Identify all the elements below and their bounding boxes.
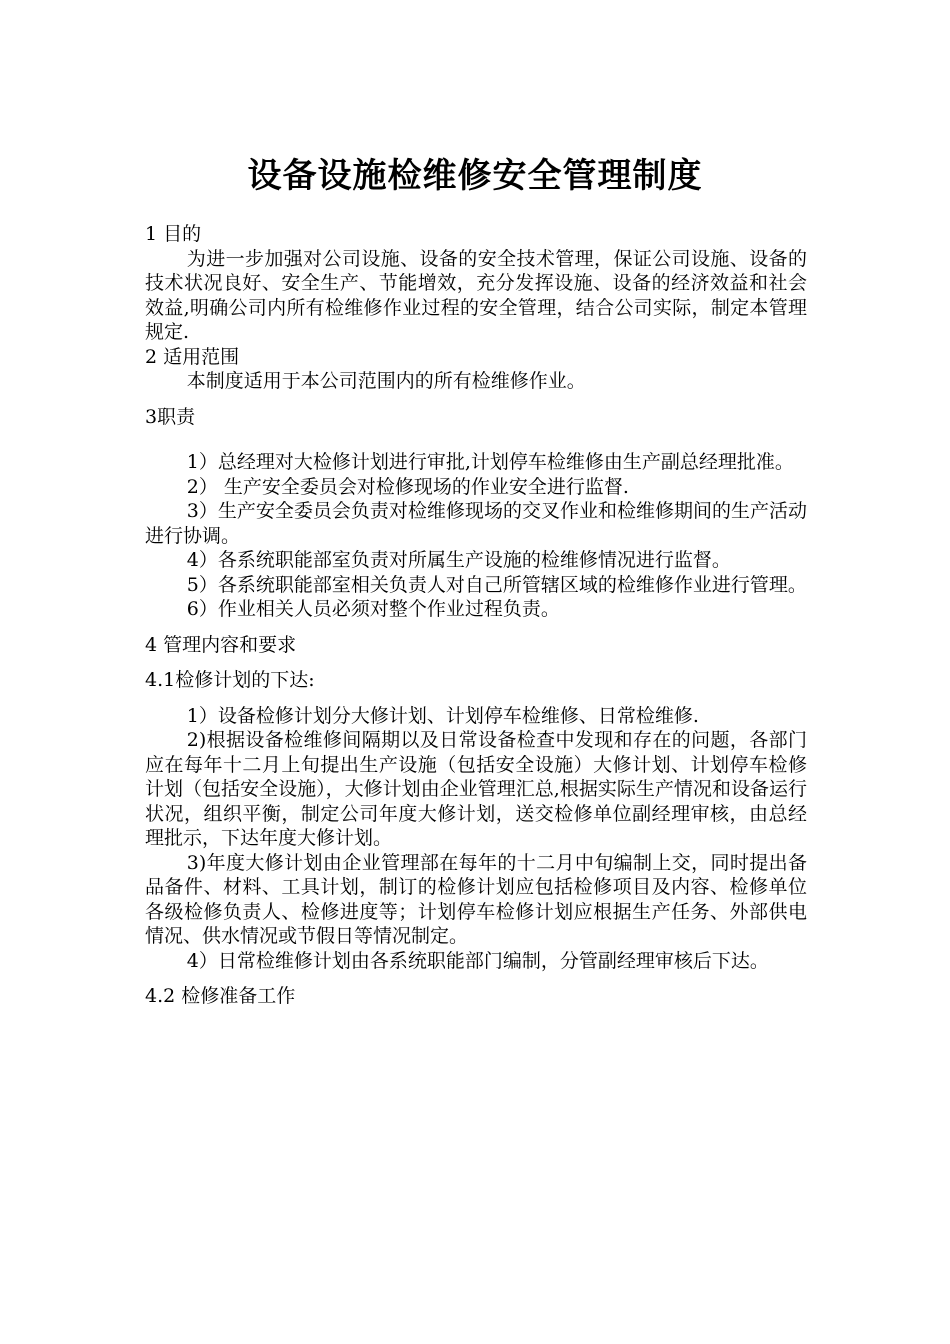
section-3-item-4: 4）各系统职能部室负责对所属生产设施的检维修情况进行监督。 [186,549,731,571]
section-3-item-3: 3）生产安全委员会负责对检维修现场的交叉作业和检维修期间的生产活动进行协调。 [145,500,807,547]
section-4-1-item-4: 4）日常检维修计划由各系统职能部门编制，分管副经理审核后下达。 [186,949,769,972]
section-2-heading: 2 适用范围 [145,345,240,368]
section-3-item-5: 5）各系统职能部室相关负责人对自己所管辖区域的检维修作业进行管理。 [186,573,807,596]
section-4-1-item-3: 3)年度大修计划由企业管理部在每年的十二月中旬编制上交，同时提出备品备件、材料、工具计划，制订的检修计划应包括检修项目及内容、检修单位各级检修负责人、检修进度等；计划停车检修计划应根据生产任务、外部供电情况、供水情况或节假日等情况制定。 [145,851,807,947]
section-3-item-1: 1）总经理对大检修计划进行审批,计划停车检维修由生产副总经理批准。 [186,451,794,473]
section-3-item-2: 2） 生产安全委员会对检修现场的作业安全进行监督. [186,475,629,498]
section-4-1-heading: 4.1检修计划的下达: [145,669,315,691]
section-4-1-item-1: 1）设备检修计划分大修计划、计划停车检维修、日常检维修. [186,704,699,727]
section-2-paragraph: 本制度适用于本公司范围内的所有检维修作业。 [186,370,586,392]
section-1-heading: 1 目的 [145,223,202,245]
section-1-paragraph: 为进一步加强对公司设施、设备的安全技术管理，保证公司设施、设备的技术状况良好、安全生产、节能增效，充分发挥设施、设备的经济效益和社会效益,明确公司内所有检维修作业过程的安全管理，结合公司实际，制定本管理规定. [145,247,807,343]
section-3-item-6: 6）作业相关人员必须对整个作业过程负责。 [186,598,560,620]
section-4-heading: 4 管理内容和要求 [145,633,297,656]
section-4-2-heading: 4.2 检修准备工作 [145,985,296,1007]
section-3-heading: 3职责 [145,405,196,428]
document-title: 设备设施检维修安全管理制度 [247,156,703,196]
document-body [145,222,807,1009]
section-4-1-item-2: 2)根据设备检维修间隔期以及日常设备检查中发现和存在的问题，各部门应在每年十二月上旬提出生产设施（包括安全设施）大修计划、计划停车检修计划（包括安全设施），大修计划由企业管理汇总,根据实际生产情况和设备运行状况，组织平衡，制定公司年度大修计划，送交检修单位副经理审核，由总经理批示，下达年度大修计划。 [145,729,807,849]
